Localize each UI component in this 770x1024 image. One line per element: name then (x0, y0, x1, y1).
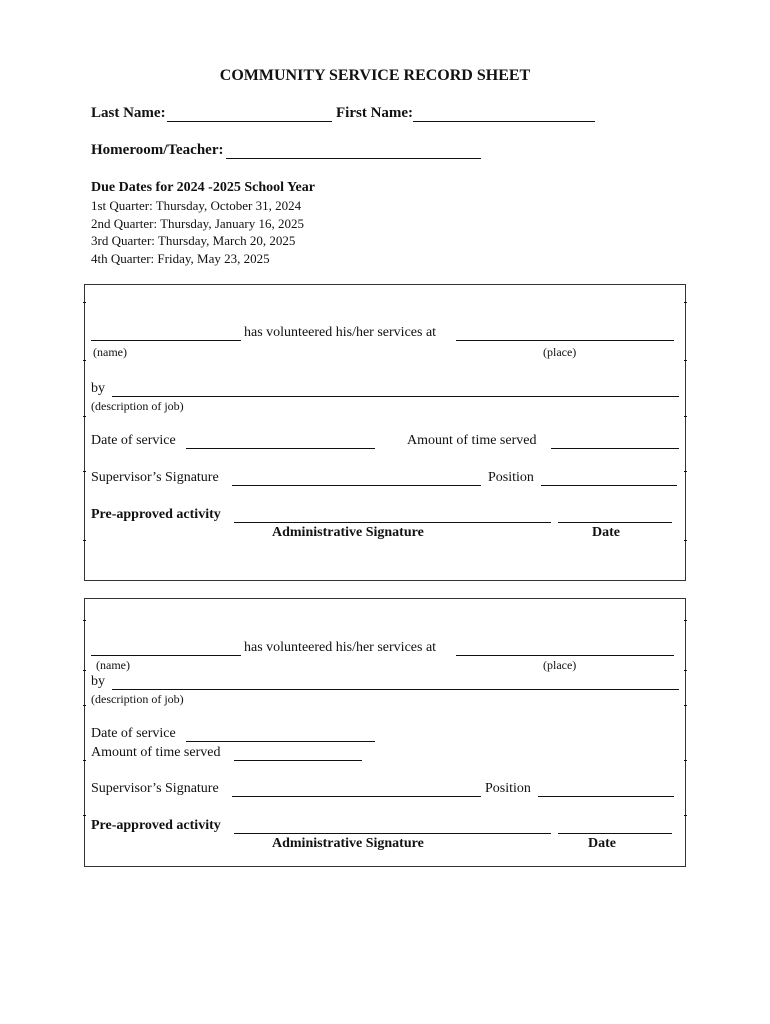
volunteer-place-field-1[interactable] (456, 340, 674, 341)
by-label-1: by (91, 381, 105, 396)
volunteered-text-2: has volunteered his/her services at (244, 640, 437, 655)
position-label-2: Position (485, 781, 531, 796)
homeroom-teacher-label: Homeroom/Teacher: (91, 142, 224, 158)
name-caption-2: (name) (96, 658, 130, 672)
date-of-service-field-2[interactable] (186, 741, 375, 742)
supervisor-signature-field-2[interactable] (232, 796, 481, 797)
amount-of-time-label-2: Amount of time served (91, 745, 221, 760)
admin-signature-field-1[interactable] (234, 522, 551, 523)
amount-of-time-field-1[interactable] (551, 448, 679, 449)
supervisor-signature-label-1: Supervisor’s Signature (91, 470, 219, 485)
amount-of-time-field-2[interactable] (234, 760, 362, 761)
position-label-1: Position (488, 470, 534, 485)
name-caption-1: (name) (93, 345, 127, 359)
admin-date-field-2[interactable] (558, 833, 672, 834)
date-of-service-field-1[interactable] (186, 448, 375, 449)
description-caption-1: (description of job) (91, 399, 184, 413)
position-field-2[interactable] (538, 796, 674, 797)
due-date-q2: 2nd Quarter: Thursday, January 16, 2025 (91, 216, 305, 231)
preapproved-label-2: Pre-approved activity (91, 818, 221, 833)
volunteer-name-field-2[interactable] (91, 655, 241, 656)
volunteered-text-1: has volunteered his/her services at (244, 325, 437, 340)
due-date-q1: 1st Quarter: Thursday, October 31, 2024 (91, 198, 302, 213)
description-caption-2: (description of job) (91, 692, 184, 706)
due-dates-heading: Due Dates for 2024 -2025 School Year (91, 180, 315, 195)
volunteer-name-field-1[interactable] (91, 340, 241, 341)
place-caption-1: (place) (543, 345, 577, 359)
first-name-field[interactable] (413, 121, 595, 122)
due-date-q3: 3rd Quarter: Thursday, March 20, 2025 (91, 233, 296, 248)
preapproved-label-1: Pre-approved activity (91, 507, 221, 522)
homeroom-teacher-field[interactable] (226, 158, 481, 159)
date-of-service-label-1: Date of service (91, 433, 176, 448)
admin-signature-label-2: Administrative Signature (272, 836, 424, 851)
job-description-field-2[interactable] (112, 689, 679, 690)
last-name-label: Last Name: (91, 105, 166, 121)
date-label-1: Date (592, 525, 620, 540)
first-name-label: First Name: (336, 105, 414, 121)
position-field-1[interactable] (541, 485, 677, 486)
last-name-field[interactable] (167, 121, 332, 122)
volunteer-place-field-2[interactable] (456, 655, 674, 656)
place-caption-2: (place) (543, 658, 577, 672)
page-title: COMMUNITY SERVICE RECORD SHEET (219, 67, 531, 84)
due-date-q4: 4th Quarter: Friday, May 23, 2025 (91, 251, 270, 266)
supervisor-signature-field-1[interactable] (232, 485, 481, 486)
by-label-2: by (91, 674, 105, 689)
supervisor-signature-label-2: Supervisor’s Signature (91, 781, 219, 796)
date-label-2: Date (588, 836, 616, 851)
amount-of-time-label-1: Amount of time served (407, 433, 537, 448)
date-of-service-label-2: Date of service (91, 726, 176, 741)
admin-signature-field-2[interactable] (234, 833, 551, 834)
admin-date-field-1[interactable] (558, 522, 672, 523)
admin-signature-label-1: Administrative Signature (272, 525, 424, 540)
job-description-field-1[interactable] (112, 396, 679, 397)
